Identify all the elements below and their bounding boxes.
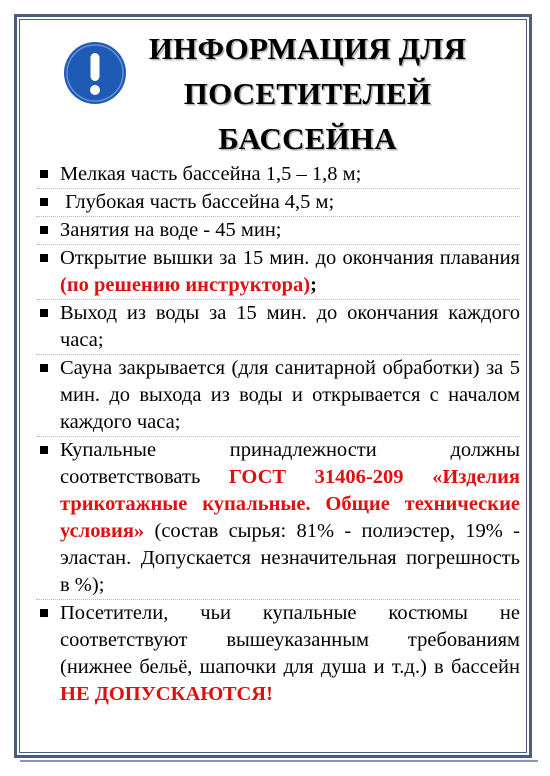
bullet-icon	[40, 309, 48, 317]
item-text: Купальные принадлежности должны соответствовать	[60, 439, 520, 488]
title-line-2: ПОСЕТИТЕЛЕЙ	[183, 76, 432, 111]
item-text: Занятия на воде - 45 мин;	[60, 219, 282, 241]
title-line-3: БАССЕЙНА	[218, 121, 397, 156]
item-highlight: НЕ ДОПУСКАЮТСЯ!	[60, 683, 273, 705]
rules-list	[36, 161, 520, 708]
list-item	[36, 299, 520, 354]
item-after: ;	[310, 274, 317, 296]
bullet-icon	[40, 364, 48, 372]
bullet-icon	[40, 226, 48, 234]
bullet-icon	[40, 446, 48, 454]
item-after: (состав сырья: 81% - полиэстер, 19% - эластан. Допускается незначительная погрешность в %);	[60, 520, 520, 596]
bullet-icon	[40, 198, 48, 206]
title-line-1: ИНФОРМАЦИЯ ДЛЯ	[148, 31, 467, 66]
item-text: Глубокая часть бассейна 4,5 м;	[60, 191, 335, 213]
list-item	[36, 244, 520, 299]
item-text: Открытие вышки за 15 мин. до окончания плавания	[60, 247, 520, 269]
item-text: Мелкая часть бассейна 1,5 – 1,8 м;	[60, 163, 362, 185]
list-item	[36, 188, 520, 216]
page-title	[130, 26, 485, 161]
bullet-icon	[40, 254, 48, 262]
exclamation-icon	[62, 40, 128, 106]
page-shadow	[20, 760, 538, 762]
item-highlight: (по решению инструктора)	[60, 274, 311, 296]
bullet-icon	[40, 170, 48, 178]
item-highlight: ГОСТ 31406-209 «Изделия трикотажные купальные. Общие технические условия»	[60, 466, 520, 542]
bullet-icon	[40, 609, 48, 617]
list-item	[36, 216, 520, 244]
list-item	[36, 161, 520, 188]
list-item	[36, 436, 520, 599]
list-item	[36, 599, 520, 708]
list-item	[36, 354, 520, 436]
item-text: Сауна закрывается (для санитарной обработки) за 5 мин. до выхода из воды и открывается с началом каждого часа;	[60, 357, 520, 433]
item-text: Выход из воды за 15 мин. до окончания каждого часа;	[60, 302, 520, 351]
item-text: Посетители, чьи купальные костюмы не соответствуют вышеуказанным требованиям (нижнее бельё, шапочки для душа и т.д.) в бассейн	[60, 602, 520, 678]
